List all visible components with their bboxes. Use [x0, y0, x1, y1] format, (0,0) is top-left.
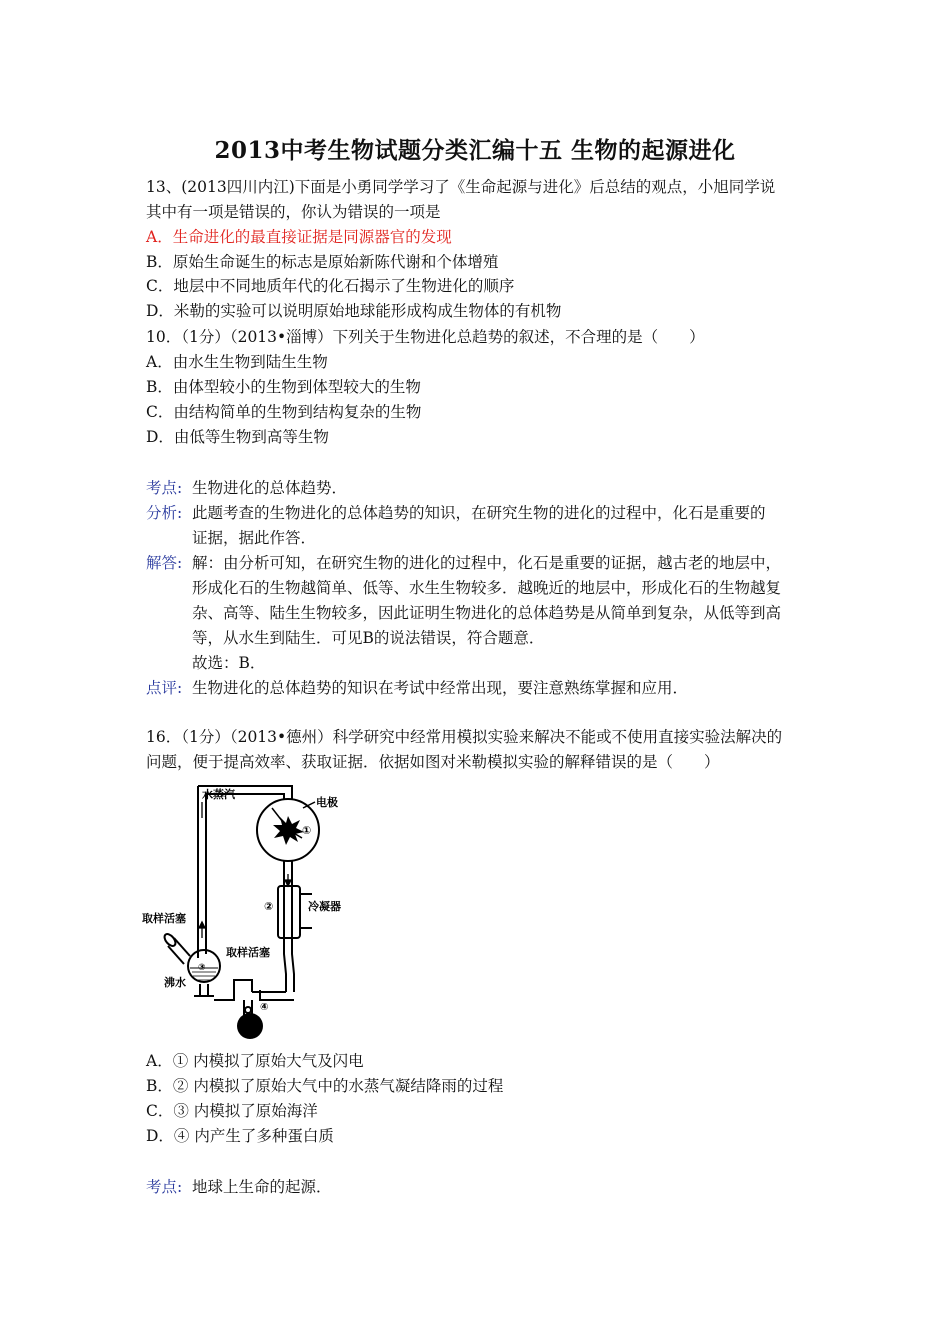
q10-jieda-line1: 解：由分析可知，在研究生物的进化的过程中，化石是重要的证据，越古老的地层中，	[192, 554, 782, 572]
label-n2: ②	[264, 900, 274, 913]
label-sampling-left: 取样活塞	[142, 912, 186, 925]
q10-fenxi-label: 分析:	[146, 504, 183, 522]
label-sampling-mid: 取样活塞	[226, 946, 270, 959]
miller-experiment-diagram	[140, 778, 350, 1040]
label-condenser: 冷凝器	[308, 900, 341, 913]
label-n3: ③	[198, 963, 206, 973]
q16-option-a: A．① 内模拟了原始大气及闪电	[146, 1052, 364, 1070]
q10-jieda-line4: 等，从水生到陆生．可见B的说法错误，符合题意．	[192, 629, 545, 647]
q13-stem-line2: 其中有一项是错误的，你认为错误的一项是	[146, 203, 441, 221]
q10-option-b: B．由体型较小的生物到体型较大的生物	[146, 378, 421, 396]
q10-option-d: D．由低等生物到高等生物	[146, 428, 329, 446]
q13-option-c: C．地层中不同地质年代的化石揭示了生物进化的顺序	[146, 277, 515, 295]
q16-stem-line1: 16．（1分）（2013•德州）科学研究中经常用模拟实验来解决不能或不使用直接实验法解决的	[146, 728, 783, 746]
label-n4: ④	[260, 1002, 269, 1013]
label-electrode: 电极	[316, 796, 338, 809]
q10-option-c: C．由结构简单的生物到结构复杂的生物	[146, 403, 422, 421]
q16-option-d: D．④ 内产生了多种蛋白质	[146, 1127, 334, 1145]
q16-option-b: B．② 内模拟了原始大气中的水蒸气凝结降雨的过程	[146, 1077, 504, 1095]
q10-dianping-label: 点评:	[146, 679, 183, 697]
q16-option-c: C．③ 内模拟了原始海洋	[146, 1102, 318, 1120]
q10-option-a: A．由水生生物到陆生生物	[146, 353, 328, 371]
q13-option-a: A．生命进化的最直接证据是同源器官的发现	[146, 228, 452, 246]
q10-fenxi-line2: 证据，据此作答．	[192, 529, 317, 547]
q10-jieda-line3: 杂、高等、陆生生物较多，因此证明生物进化的总体趋势是从简单到复杂，从低等到高	[192, 604, 782, 622]
label-vapor: 水蒸汽	[202, 788, 235, 801]
label-boiling: 沸水	[164, 976, 186, 989]
q13-stem-line1: 13、(2013四川内江)下面是小勇同学学习了《生命起源与进化》后总结的观点，小旭同学说	[146, 178, 776, 196]
q16-stem-line2: 问题，便于提高效率、获取证据．依据如图对米勒模拟实验的解释错误的是（ ）	[146, 753, 720, 771]
q16-kaodian-text: 地球上生命的起源．	[192, 1178, 332, 1196]
q10-jieda-line5: 故选：B．	[192, 654, 266, 672]
q10-kaodian-label: 考点:	[146, 479, 183, 497]
q13-option-b: B．原始生命诞生的标志是原始新陈代谢和个体增殖	[146, 253, 499, 271]
q10-jieda-label: 解答:	[146, 554, 183, 572]
q16-kaodian-label: 考点:	[146, 1178, 183, 1196]
q10-stem: 10．（1分）（2013•淄博）下列关于生物进化总趋势的叙述，不合理的是（ ）	[146, 328, 705, 346]
q13-option-d: D．米勒的实验可以说明原始地球能形成构成生物体的有机物	[146, 302, 562, 320]
label-n1: ①	[302, 824, 312, 837]
q10-fenxi-line1: 此题考查的生物进化的总体趋势的知识，在研究生物的进化的过程中，化石是重要的	[192, 504, 766, 522]
q10-jieda-line2: 形成化石的生物越简单、低等、水生生物较多．越晚近的地层中，形成化石的生物越复	[192, 579, 782, 597]
page-title: 2013中考生物试题分类汇编十五 生物的起源进化	[214, 137, 736, 164]
q10-dianping-text: 生物进化的总体趋势的知识在考试中经常出现，要注意熟练掌握和应用．	[192, 679, 689, 697]
q10-kaodian-text: 生物进化的总体趋势．	[192, 479, 348, 497]
